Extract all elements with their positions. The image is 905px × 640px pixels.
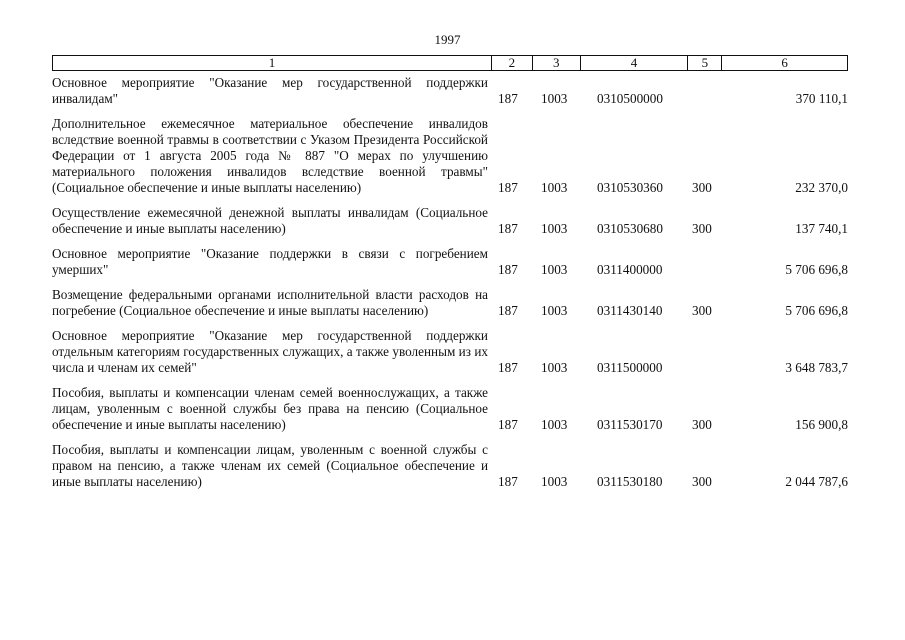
- row-target-code: 0310530680: [597, 221, 663, 236]
- table-row: [52, 246, 848, 278]
- row-amount: 2 044 787,6: [785, 474, 848, 489]
- table-row: [52, 75, 848, 107]
- row-target-code: 0310530360: [597, 180, 663, 195]
- row-amount: 5 706 696,8: [785, 303, 848, 318]
- row-type-code: 300: [692, 221, 712, 236]
- row-admin-code: 187: [498, 262, 518, 277]
- header-col-4: 4: [581, 56, 689, 70]
- row-target-code: 0311500000: [597, 360, 663, 375]
- row-type-code: 300: [692, 180, 712, 195]
- table-body: [52, 75, 848, 499]
- row-target-code: 0310500000: [597, 91, 663, 106]
- row-description: Осуществление ежемесячной денежной выплаты инвалидам (Социальное обеспечение и иные выплаты населению): [52, 205, 488, 236]
- row-target-code: 0311400000: [597, 262, 663, 277]
- row-type-code: 300: [692, 417, 712, 432]
- row-description: Дополнительное ежемесячное материальное обеспечение инвалидов вследствие военной травмы в соответствии с Указом Президента Российской Федерации от 1 августа 2005 года № 887 "О мерах по улучшению материального положения инвалидов вследствие военной травмы" (Социальное обеспечение и иные выплаты населению): [52, 116, 488, 195]
- table-row: [52, 205, 848, 237]
- table-row: [52, 287, 848, 319]
- row-section-code: 1003: [541, 303, 568, 318]
- row-type-code: 300: [692, 474, 712, 489]
- row-target-code: 0311530170: [597, 417, 663, 432]
- header-col-6: 6: [781, 55, 788, 70]
- row-description: Пособия, выплаты и компенсации лицам, уволенным с военной службы с правом на пенсию, а также членам их семей (Социальное обеспечение и иные выплаты населению): [52, 442, 488, 489]
- header-col-1: 1: [53, 56, 492, 70]
- row-section-code: 1003: [541, 474, 568, 489]
- row-admin-code: 187: [498, 221, 518, 236]
- row-target-code: 0311530180: [597, 474, 663, 489]
- row-amount: 156 900,8: [795, 417, 848, 432]
- page-number: 1997: [434, 32, 461, 47]
- row-amount: 137 740,1: [795, 221, 848, 236]
- row-section-code: 1003: [541, 221, 568, 236]
- row-section-code: 1003: [541, 262, 568, 277]
- table-header: [52, 55, 848, 71]
- row-description: Пособия, выплаты и компенсации членам семей военнослужащих, а также лицам, уволенным с военной службы без права на пенсию (Социальное обеспечение и иные выплаты населению): [52, 385, 488, 432]
- row-description: Основное мероприятие "Оказание поддержки в связи с погребением умерших": [52, 246, 488, 277]
- header-col-2: 2: [492, 56, 533, 70]
- row-description: Основное мероприятие "Оказание мер государственной поддержки инвалидам": [52, 75, 488, 106]
- header-col-5: 5: [688, 56, 722, 70]
- row-admin-code: 187: [498, 360, 518, 375]
- row-section-code: 1003: [541, 360, 568, 375]
- row-type-code: 300: [692, 303, 712, 318]
- row-section-code: 1003: [541, 180, 568, 195]
- row-section-code: 1003: [541, 417, 568, 432]
- row-amount: 3 648 783,7: [785, 360, 848, 375]
- table-row: [52, 116, 848, 196]
- row-admin-code: 187: [498, 417, 518, 432]
- table-row: [52, 442, 848, 490]
- row-admin-code: 187: [498, 474, 518, 489]
- row-admin-code: 187: [498, 91, 518, 106]
- row-amount: 5 706 696,8: [785, 262, 848, 277]
- row-description: Основное мероприятие "Оказание мер государственной поддержки отдельным категориям государственных служащих, а также уволенным из их числа и членам их семей": [52, 328, 488, 375]
- header-col-3: 3: [533, 56, 581, 70]
- row-target-code: 0311430140: [597, 303, 663, 318]
- row-section-code: 1003: [541, 91, 568, 106]
- table-row: [52, 385, 848, 433]
- row-admin-code: 187: [498, 180, 518, 195]
- row-admin-code: 187: [498, 303, 518, 318]
- row-description: Возмещение федеральными органами исполнительной власти расходов на погребение (Социальное обеспечение и иные выплаты населению): [52, 287, 488, 318]
- row-amount: 232 370,0: [795, 180, 848, 195]
- row-amount: 370 110,1: [795, 91, 848, 106]
- table-row: [52, 328, 848, 376]
